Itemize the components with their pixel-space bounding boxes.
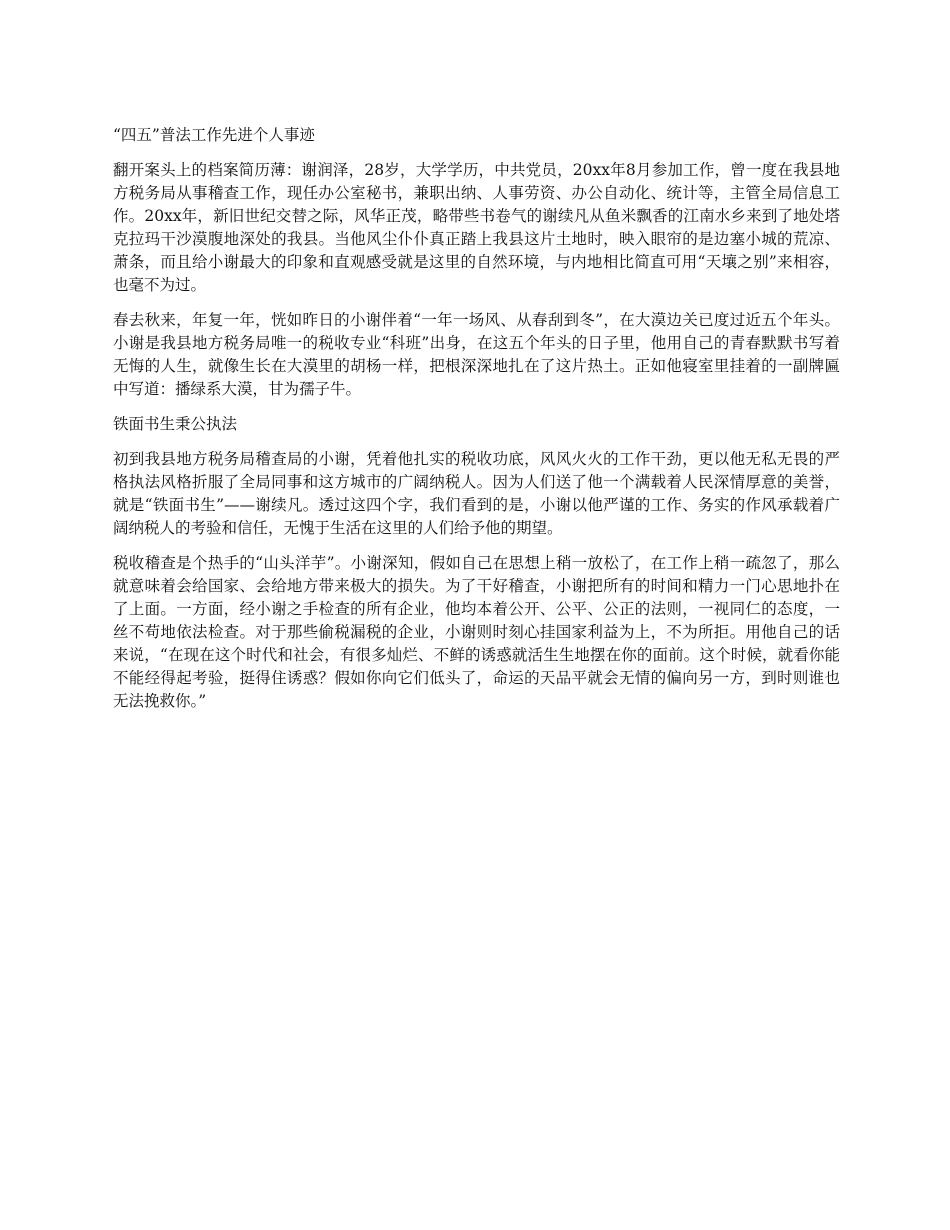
- section-heading: 铁面书生秉公执法: [113, 415, 238, 433]
- paragraph-iron-face: 初到我县地方税务局稽查局的小谢，凭着他扎实的税收功底，风风火火的工作干劲，更以他无私无畏的严格执法风格折服了全局同事和这方城市的广阔纳税人。因为人们送了他一个满载着人民深情厚意的美誉，就是“铁面书生”——谢续凡。透过这四个字，我们看到的是，小谢以他严谨的工作、务实的作风承载着广阔纳税人的考验和信任，无愧于生活在这里的人们给予他的期望。: [113, 450, 840, 537]
- paragraph-five-years: 春去秋来，年复一年，恍如昨日的小谢伴着“一年一场风、从春刮到冬”，在大漠边关已度过近五个年头。小谢是我县地方税务局唯一的税收专业“科班”出身，在这五个年头的日子里，他用自己的青春默默书写着无悔的人生，就像生长在大漠里的胡杨一样，把根深深地扎在了这片热土。正如他寝室里挂着的一副牌匾中写道：播绿系大漠，甘为孺子牛。: [113, 311, 840, 398]
- document-page: [113, 124, 840, 725]
- paragraph-profile: 翻开案头上的档案简历薄：谢润泽，28岁，大学学历，中共党员，20xx年8月参加工作，曾一度在我县地方税务局从事稽查工作，现任办公室秘书，兼职出纳、人事劳资、办公自动化、统计等，主管全局信息工作。20xx年，新旧世纪交替之际，风华正茂，略带些书卷气的谢续凡从鱼米飘香的江南水乡来到了地处塔克拉玛干沙漠腹地深处的我县。当他风尘仆仆真正踏上我县这片土地时，映入眼帘的是边塞小城的荒凉、萧条，而且给小谢最大的印象和直观感受就是这里的自然环境，与内地相比简直可用“天壤之别”来相容，也毫不为过。: [113, 161, 840, 294]
- paragraph-tax-audit: 税收稽查是个热手的“山头洋芋”。小谢深知，假如自己在思想上稍一放松了，在工作上稍一疏忽了，那么就意味着会给国家、会给地方带来极大的损失。为了干好稽查，小谢把所有的时间和精力一门心思地扑在了上面。一方面，经小谢之手检查的所有企业，他均本着公开、公平、公正的法则，一视同仁的态度，一丝不苟地依法检查。对于那些偷税漏税的企业，小谢则时刻心挂国家利益为上，不为所拒。用他自己的话来说，“在现在这个时代和社会，有很多灿烂、不鲜的诱惑就活生生地摆在你的面前。这个时候，就看你能不能经得起考验，挺得住诱惑？假如你向它们低头了，命运的天品平就会无情的偏向另一方，到时则谁也无法挽救你。”: [113, 554, 840, 710]
- document-title: “四五”普法工作先进个人事迹: [113, 126, 315, 144]
